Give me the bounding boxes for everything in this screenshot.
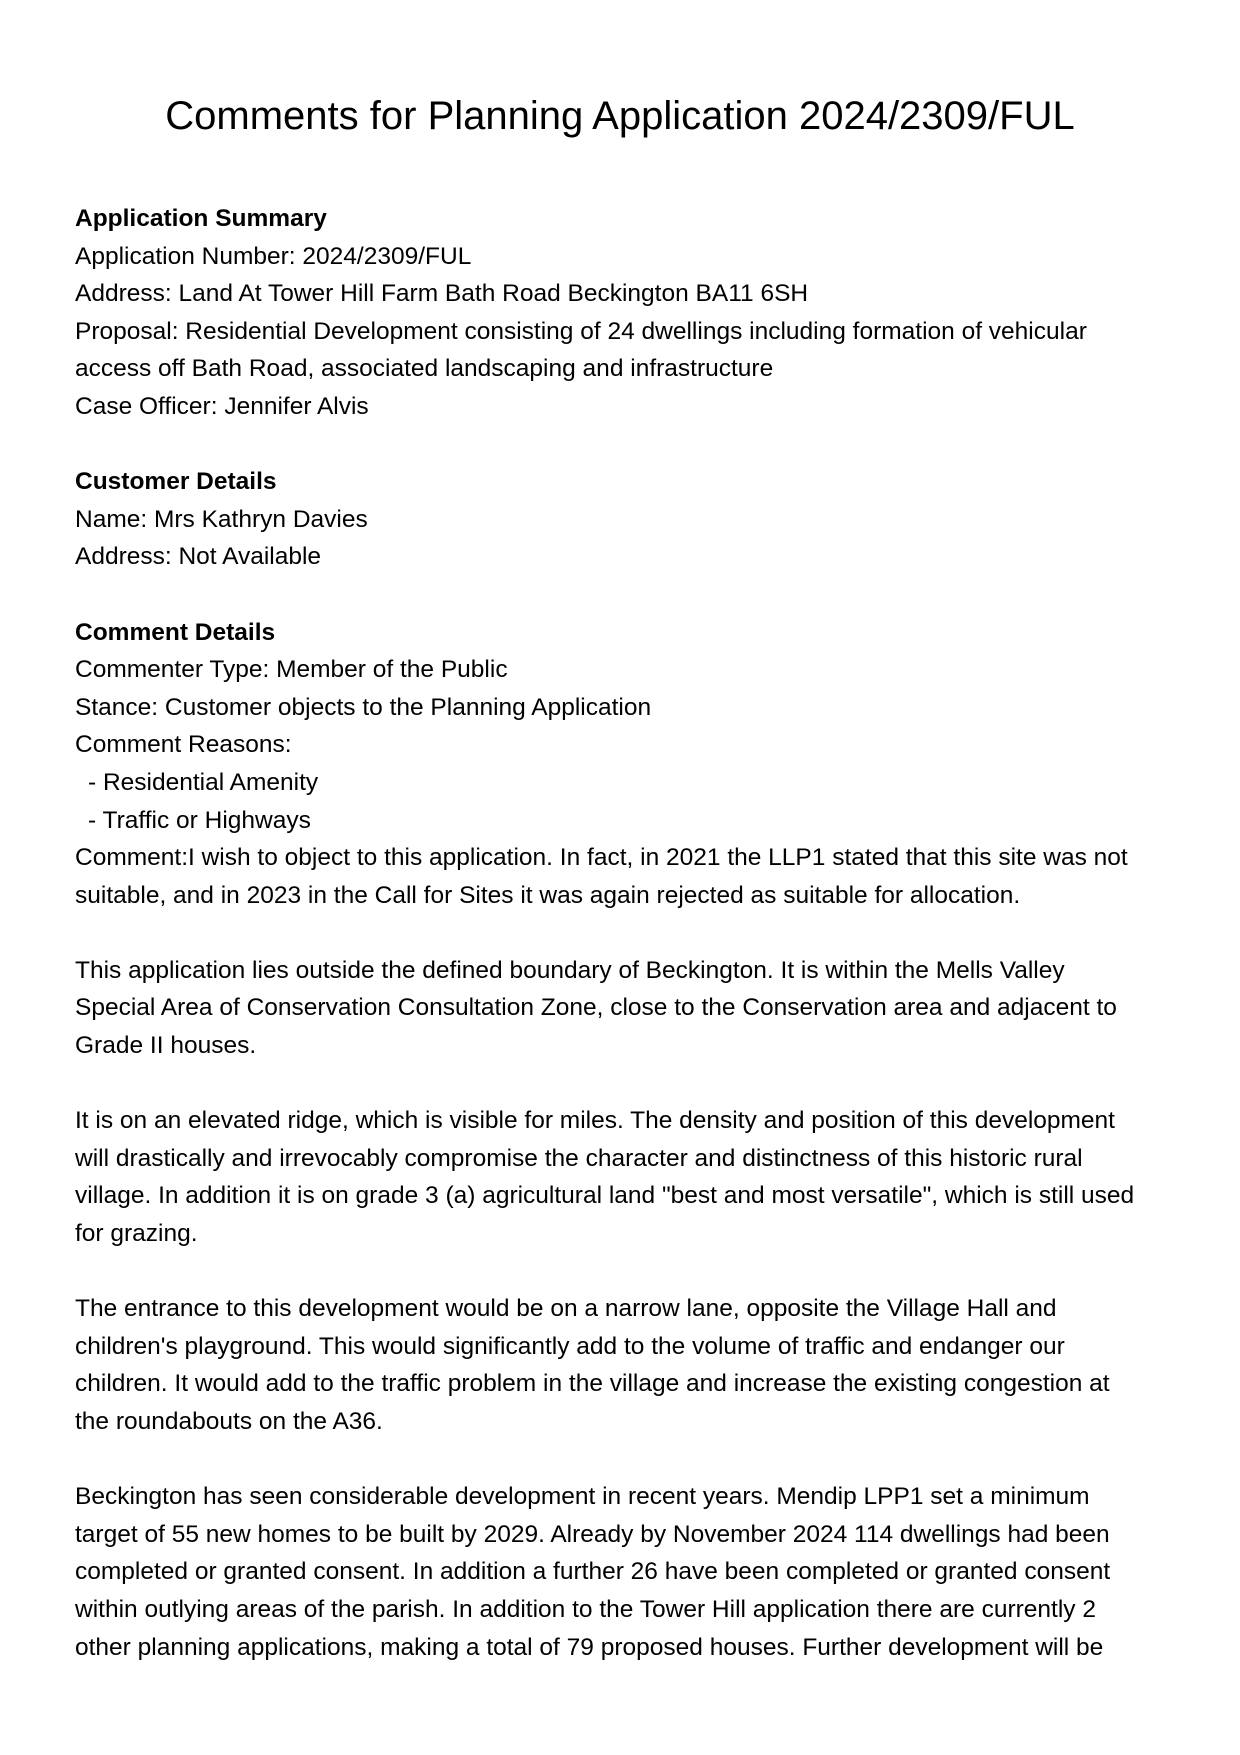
proposal-line: access off Bath Road, associated landscaping and infrastructure xyxy=(75,355,774,383)
comment-line: other planning applications, making a total of 79 proposed houses. Further development will be xyxy=(75,1633,1104,1661)
customer-details-heading: Customer Details xyxy=(75,468,277,496)
comment-reason-item: - Residential Amenity xyxy=(88,768,319,796)
comment-line: for grazing. xyxy=(75,1220,198,1248)
application-number: Application Number: 2024/2309/FUL xyxy=(75,242,472,270)
comment-details-section xyxy=(75,614,1175,1667)
section-spacer xyxy=(75,426,1175,464)
comment-paragraph xyxy=(75,839,1175,914)
paragraph-spacer xyxy=(75,1441,1175,1479)
customer-name: Name: Mrs Kathryn Davies xyxy=(75,505,368,533)
comment-line: The entrance to this development would be on a narrow lane, opposite the Village Hall and xyxy=(75,1295,1057,1323)
comment-line: It is on an elevated ridge, which is visible for miles. The density and position of this development xyxy=(75,1107,1115,1135)
comment-line: will drastically and irrevocably compromise the character and distinctness of this historic rural xyxy=(75,1144,1083,1172)
customer-address: Address: Not Available xyxy=(75,543,322,571)
comment-line: village. In addition it is on grade 3 (a) agricultural land "best and most versatile", which is still used xyxy=(75,1182,1135,1210)
application-summary-section xyxy=(75,200,1175,426)
paragraph-spacer xyxy=(75,914,1175,952)
comment-line: Grade II houses. xyxy=(75,1032,257,1060)
comment-line: Beckington has seen considerable development in recent years. Mendip LPP1 set a minimum xyxy=(75,1483,1090,1511)
comment-details-heading: Comment Details xyxy=(75,618,276,646)
comment-line: the roundabouts on the A36. xyxy=(75,1408,383,1435)
comment-line: This application lies outside the defined boundary of Beckington. It is within the Mells Valley xyxy=(75,956,1065,984)
comment-line: suitable, and in 2023 in the Call for Sites it was again rejected as suitable for allocation. xyxy=(75,881,1021,909)
comment-line: Special Area of Conservation Consultation Zone, close to the Conservation area and adjacent to xyxy=(75,994,1117,1022)
paragraph-spacer xyxy=(75,1065,1175,1103)
comment-line: target of 55 new homes to be built by 2029. Already by November 2024 114 dwellings had been xyxy=(75,1520,1110,1548)
comment-reason-item: - Traffic or Highways xyxy=(88,806,311,834)
comment-paragraph xyxy=(75,1478,1175,1666)
comment-line: children's playground. This would significantly add to the volume of traffic and endanger our xyxy=(75,1332,1065,1360)
comment-paragraph xyxy=(75,952,1175,1065)
comment-line: within outlying areas of the parish. In addition to the Tower Hill application there are currently 2 xyxy=(75,1595,1096,1623)
comment-reasons-label: Comment Reasons: xyxy=(75,731,292,759)
paragraph-spacer xyxy=(75,1253,1175,1291)
page-title: Comments for Planning Application 2024/2309/FUL xyxy=(165,94,1075,138)
stance: Stance: Customer objects to the Planning Application xyxy=(75,693,652,721)
proposal-line: Proposal: Residential Development consisting of 24 dwellings including formation of vehicular xyxy=(75,317,1087,345)
application-address: Address: Land At Tower Hill Farm Bath Road Beckington BA11 6SH xyxy=(75,280,809,308)
comment-paragraph xyxy=(75,1290,1175,1440)
comment-paragraph xyxy=(75,1102,1175,1252)
comment-line: children. It would add to the traffic problem in the village and increase the existing congestion at xyxy=(75,1370,1110,1398)
document-body xyxy=(75,200,1175,1666)
comment-line: Comment:I wish to object to this application. In fact, in 2021 the LLP1 stated that this site was not xyxy=(75,844,1128,872)
application-summary-heading: Application Summary xyxy=(75,205,327,232)
comment-line: completed or granted consent. In addition a further 26 have been completed or granted consent xyxy=(75,1558,1111,1586)
commenter-type: Commenter Type: Member of the Public xyxy=(75,656,508,684)
case-officer: Case Officer: Jennifer Alvis xyxy=(75,392,369,420)
customer-details-section xyxy=(75,463,1175,576)
section-spacer xyxy=(75,576,1175,614)
